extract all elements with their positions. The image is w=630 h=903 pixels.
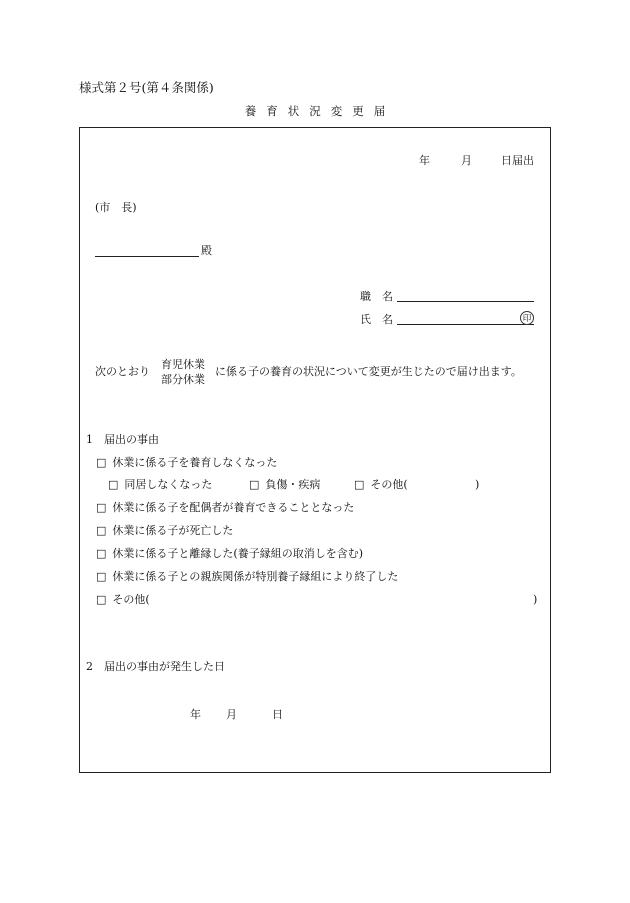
date-month-label: 月	[461, 154, 472, 167]
occurrence-year-label: 年	[190, 708, 201, 721]
submission-date	[419, 155, 534, 166]
checkbox-icon[interactable]: □	[108, 478, 119, 491]
other-close-paren: )	[533, 593, 538, 606]
leave-option-childcare[interactable]: 育児休業	[161, 358, 205, 371]
honorific: 殿	[201, 244, 212, 257]
section2-heading: 2 届出の事由が発生した日	[86, 660, 225, 673]
sub-reason-not-cohabiting[interactable]	[108, 479, 212, 490]
checkbox-icon[interactable]: □	[354, 478, 365, 491]
checkbox-icon[interactable]: □	[96, 501, 107, 514]
addressee-blank-line[interactable]	[95, 256, 199, 257]
reason-other[interactable]	[96, 594, 150, 605]
leave-type-options	[161, 357, 205, 387]
position-label: 職 名	[360, 290, 393, 303]
reason-label: 休業に係る子が死亡した	[112, 524, 234, 537]
checkbox-icon[interactable]: □	[96, 593, 107, 606]
reason-child-deceased[interactable]	[96, 525, 233, 536]
reason-label: 休業に係る子を養育しなくなった	[112, 456, 278, 469]
reason-label: 休業に係る子と離縁した(養子縁組の取消しを含む)	[112, 547, 363, 560]
checkbox-icon[interactable]: □	[96, 456, 107, 469]
reason-special-adoption[interactable]	[96, 571, 398, 582]
statement-suffix: に係る子の養育の状況について変更が生じたので届け出ます。	[215, 365, 522, 378]
reason-no-longer-raising[interactable]	[96, 457, 277, 468]
occurrence-month-label: 月	[226, 708, 237, 721]
addressee: (市 長)	[95, 201, 137, 214]
checkbox-icon[interactable]: □	[96, 547, 107, 560]
date-day-label: 日届出	[501, 154, 534, 167]
checkbox-icon[interactable]: □	[96, 524, 107, 537]
checkbox-icon[interactable]: □	[249, 478, 260, 491]
sub-reason-other[interactable]	[354, 479, 408, 490]
reason-dissolved-adoption[interactable]	[96, 548, 363, 559]
reason-spouse-can-raise[interactable]	[96, 502, 354, 513]
form-title: 養育状況変更届	[244, 104, 396, 118]
name-label: 氏 名	[360, 313, 393, 326]
form-number: 様式第２号(第４条関係)	[79, 80, 214, 95]
form-frame	[79, 127, 551, 773]
name-field[interactable]	[397, 324, 534, 325]
position-field[interactable]	[397, 301, 534, 302]
checkbox-icon[interactable]: □	[96, 570, 107, 583]
statement-prefix: 次のとおり	[95, 365, 150, 378]
sub-reason-injury-illness[interactable]	[249, 479, 320, 490]
sub-reason-label: その他(	[370, 478, 408, 491]
reason-label: 休業に係る子を配偶者が養育できることとなった	[112, 501, 355, 514]
reason-label: その他(	[112, 593, 150, 606]
leave-option-partial[interactable]: 部分休業	[161, 373, 205, 386]
occurrence-day-label: 日	[272, 708, 283, 721]
date-year-label: 年	[419, 154, 430, 167]
sub-other-close-paren: )	[475, 478, 480, 491]
section1-heading: 1 届出の事由	[86, 433, 159, 446]
sub-reason-label: 負傷・疾病	[265, 478, 321, 491]
sub-reason-label: 同居しなくなった	[124, 478, 213, 491]
reason-label: 休業に係る子との親族関係が特別養子縁組により終了した	[112, 570, 399, 583]
seal-mark: 印	[520, 311, 534, 325]
